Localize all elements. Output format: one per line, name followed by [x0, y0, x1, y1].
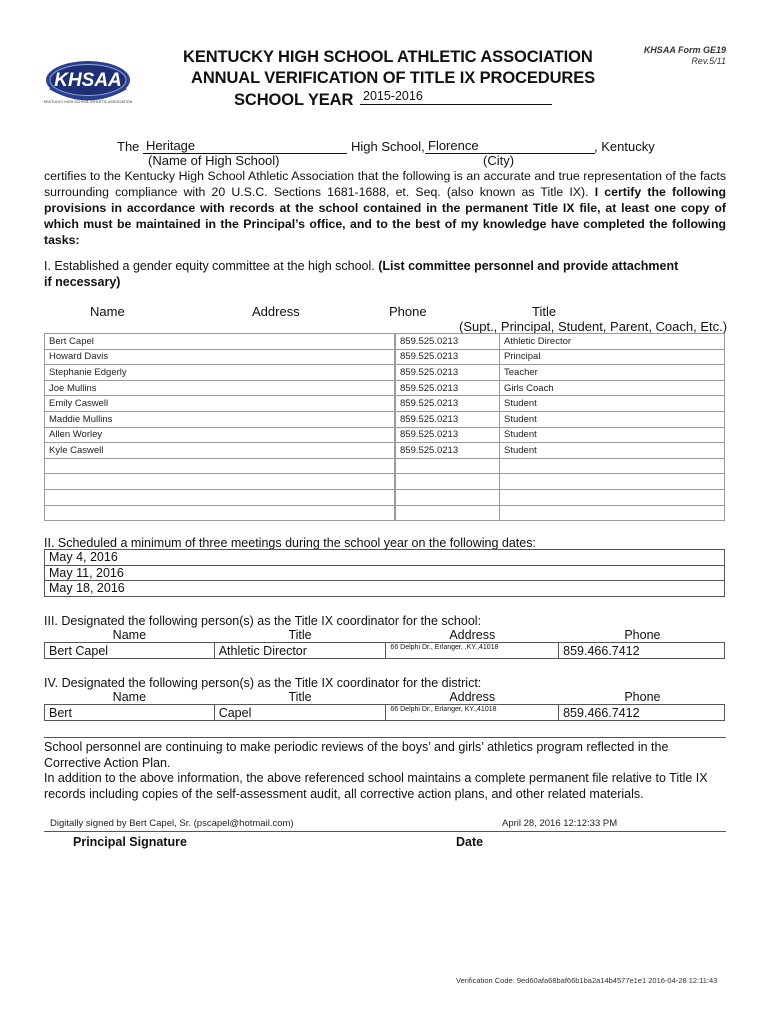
closing-divider	[44, 737, 726, 738]
meeting-dates-table	[44, 549, 725, 597]
committee-phone-cell[interactable]: 859.525.0213	[396, 411, 500, 427]
committee-phone-cell[interactable]: 859.525.0213	[396, 334, 500, 350]
committee-title-cell[interactable]	[500, 489, 725, 505]
title-line-1: KENTUCKY HIGH SCHOOL ATHLETIC ASSOCIATION	[183, 48, 593, 66]
committee-phone-cell[interactable]: 859.525.0213	[396, 427, 500, 443]
s3-title-field[interactable]: Athletic Director	[214, 643, 386, 659]
s4-header-name: Name	[45, 690, 215, 705]
school-year-field[interactable]: 2015-2016	[360, 89, 552, 105]
logo-subtext: KENTUCKY HIGH SCHOOL ATHLETIC ASSOCIATION	[44, 100, 132, 104]
committee-row	[45, 396, 725, 412]
committee-row	[45, 349, 725, 365]
s4-title-field[interactable]: Capel	[214, 705, 386, 721]
district-coordinator-table	[44, 690, 725, 721]
committee-phone-cell[interactable]: 859.525.0213	[396, 349, 500, 365]
col-header-title: Title	[532, 304, 557, 319]
committee-phone-cell[interactable]: 859.525.0213	[396, 443, 500, 459]
city-field[interactable]: Florence	[425, 138, 595, 154]
s3-name-field[interactable]: Bert Capel	[45, 643, 215, 659]
committee-row	[45, 505, 725, 521]
committee-name-cell[interactable]: Maddie Mullins	[45, 411, 395, 427]
high-school-name-field[interactable]: Heritage	[143, 138, 347, 154]
high-school-label: High School,	[351, 139, 425, 154]
section-4-text: IV. Designated the following person(s) as the Title IX coordinator for the district:	[44, 676, 482, 690]
committee-row	[45, 365, 725, 381]
title-line-3: SCHOOL YEAR	[234, 91, 354, 109]
committee-title-cell[interactable]	[500, 474, 725, 490]
committee-row	[45, 427, 725, 443]
committee-title-cell[interactable]	[500, 505, 725, 521]
committee-phone-cell[interactable]: 859.525.0213	[396, 365, 500, 381]
committee-name-cell[interactable]: Howard Davis	[45, 349, 395, 365]
s3-header-name: Name	[45, 628, 215, 643]
closing-paragraph-1: School personnel are continuing to make periodic reviews of the boys’ and girls’ athletics program reflected in the Corrective Action Plan.	[44, 740, 669, 770]
school-coordinator-table	[44, 628, 725, 659]
col-header-name: Name	[90, 304, 125, 319]
committee-table	[44, 333, 725, 521]
committee-phone-cell[interactable]	[396, 489, 500, 505]
digital-signature[interactable]: Digitally signed by Bert Capel, Sr. (pscapel@hotmail.com)	[50, 818, 294, 829]
title-line-2: ANNUAL VERIFICATION OF TITLE IX PROCEDURES	[191, 69, 596, 87]
committee-title-cell[interactable]: Girls Coach	[500, 380, 725, 396]
committee-title-cell[interactable]: Principal	[500, 349, 725, 365]
committee-phone-cell[interactable]	[396, 505, 500, 521]
committee-name-cell[interactable]	[45, 458, 395, 474]
signature-date: April 28, 2016 12:12:33 PM	[502, 818, 618, 829]
state-label: , Kentucky	[594, 139, 655, 154]
city-caption: (City)	[483, 153, 515, 168]
committee-name-cell[interactable]: Allen Worley	[45, 427, 395, 443]
s3-phone-field[interactable]: 859.466.7412	[559, 643, 725, 659]
committee-title-cell[interactable]	[500, 458, 725, 474]
committee-row	[45, 458, 725, 474]
meeting-date-3[interactable]: May 18, 2016	[45, 581, 725, 597]
form-number	[644, 45, 726, 67]
committee-name-cell[interactable]: Emily Caswell	[45, 396, 395, 412]
committee-phone-cell[interactable]: 859.525.0213	[396, 396, 500, 412]
committee-name-cell[interactable]	[45, 474, 395, 490]
s4-name-field[interactable]: Bert	[45, 705, 215, 721]
certification-paragraph	[44, 168, 726, 248]
closing-paragraph-2: In addition to the above information, the above referenced school maintains a complete permanent file relative to Title IX records including copies of the self-assessment audit, all corrective action plans, and other related materials.	[44, 771, 708, 801]
s4-phone-field[interactable]: 859.466.7412	[559, 705, 725, 721]
section-1-heading	[44, 259, 684, 290]
certification-text: certifies to the Kentucky High School Athletic Association that the following is an accurate and true representation of the facts surrounding compliance with 20 U.S.C. Sections 1681-1688, et. Seq. (also known as Title IX).	[44, 169, 726, 199]
col-header-address: Address	[252, 304, 300, 319]
the-label: The	[117, 139, 140, 154]
section-3-text: III. Designated the following person(s) as the Title IX coordinator for the school:	[44, 614, 482, 628]
committee-name-cell[interactable]: Bert Capel	[45, 334, 395, 350]
s3-header-title: Title	[214, 628, 386, 643]
committee-phone-cell[interactable]	[396, 474, 500, 490]
committee-row	[45, 411, 725, 427]
principal-signature-label: Principal Signature	[73, 835, 187, 849]
committee-row	[45, 380, 725, 396]
committee-row	[45, 443, 725, 459]
committee-row	[45, 489, 725, 505]
committee-name-cell[interactable]: Kyle Caswell	[45, 443, 395, 459]
committee-title-cell[interactable]: Teacher	[500, 365, 725, 381]
form-no-text: KHSAA Form GE19	[643, 45, 726, 55]
committee-title-cell[interactable]: Student	[500, 443, 725, 459]
committee-row	[45, 474, 725, 490]
committee-name-cell[interactable]	[45, 489, 395, 505]
col-header-phone: Phone	[389, 304, 427, 319]
khsaa-logo	[44, 58, 132, 108]
committee-title-cell[interactable]: Student	[500, 396, 725, 412]
s3-address-field[interactable]: 66 Delphi Dr., Erlanger, ,KY.,41018	[386, 643, 559, 659]
form-rev-text: Rev.5/11	[691, 56, 726, 66]
committee-title-cell[interactable]: Student	[500, 411, 725, 427]
verification-code: Verification Code: 9ed60afa68baf66b1ba2a14b4577e1e1 2016-04-28 12:11:43	[456, 976, 718, 985]
signature-line	[44, 831, 726, 832]
s3-header-address: Address	[386, 628, 559, 643]
date-label: Date	[456, 835, 484, 849]
committee-name-cell[interactable]	[45, 505, 395, 521]
committee-row	[45, 334, 725, 350]
committee-name-cell[interactable]: Stephanie Edgerly	[45, 365, 395, 381]
s4-header-phone: Phone	[559, 690, 725, 705]
meeting-date-2[interactable]: May 11, 2016	[45, 565, 725, 581]
committee-phone-cell[interactable]: 859.525.0213	[396, 380, 500, 396]
s4-address-field[interactable]: 66 Delphi Dr., Erlanger, KY.,41018	[386, 705, 559, 721]
logo-text: KHSAA	[54, 70, 122, 91]
section-1-bold-text: (List committee personnel and provide attachment if necessary)	[44, 259, 679, 289]
s4-header-address: Address	[386, 690, 559, 705]
committee-title-cell[interactable]: Student	[500, 427, 725, 443]
section-2-text: II. Scheduled a minimum of three meetings during the school year on the following dates:	[44, 536, 536, 550]
s4-header-title: Title	[214, 690, 386, 705]
name-caption: (Name of High School)	[148, 153, 280, 168]
meeting-date-1[interactable]: May 4, 2016	[45, 550, 725, 566]
committee-name-cell[interactable]: Joe Mullins	[45, 380, 395, 396]
committee-phone-cell[interactable]	[396, 458, 500, 474]
certification-bold-text: I certify the following provisions in accordance with records at the school contained in the permanent Title IX file, at least one copy of which must be maintained in the Principal’s office, and to the best of my knowledge have completed the following tasks:	[44, 185, 726, 247]
committee-title-cell[interactable]: Athletic Director	[500, 334, 725, 350]
section-1-text: I. Established a gender equity committee at the high school.	[44, 259, 375, 273]
col-header-title-sub: (Supt., Principal, Student, Parent, Coach, Etc.)	[459, 319, 728, 334]
s3-header-phone: Phone	[559, 628, 725, 643]
